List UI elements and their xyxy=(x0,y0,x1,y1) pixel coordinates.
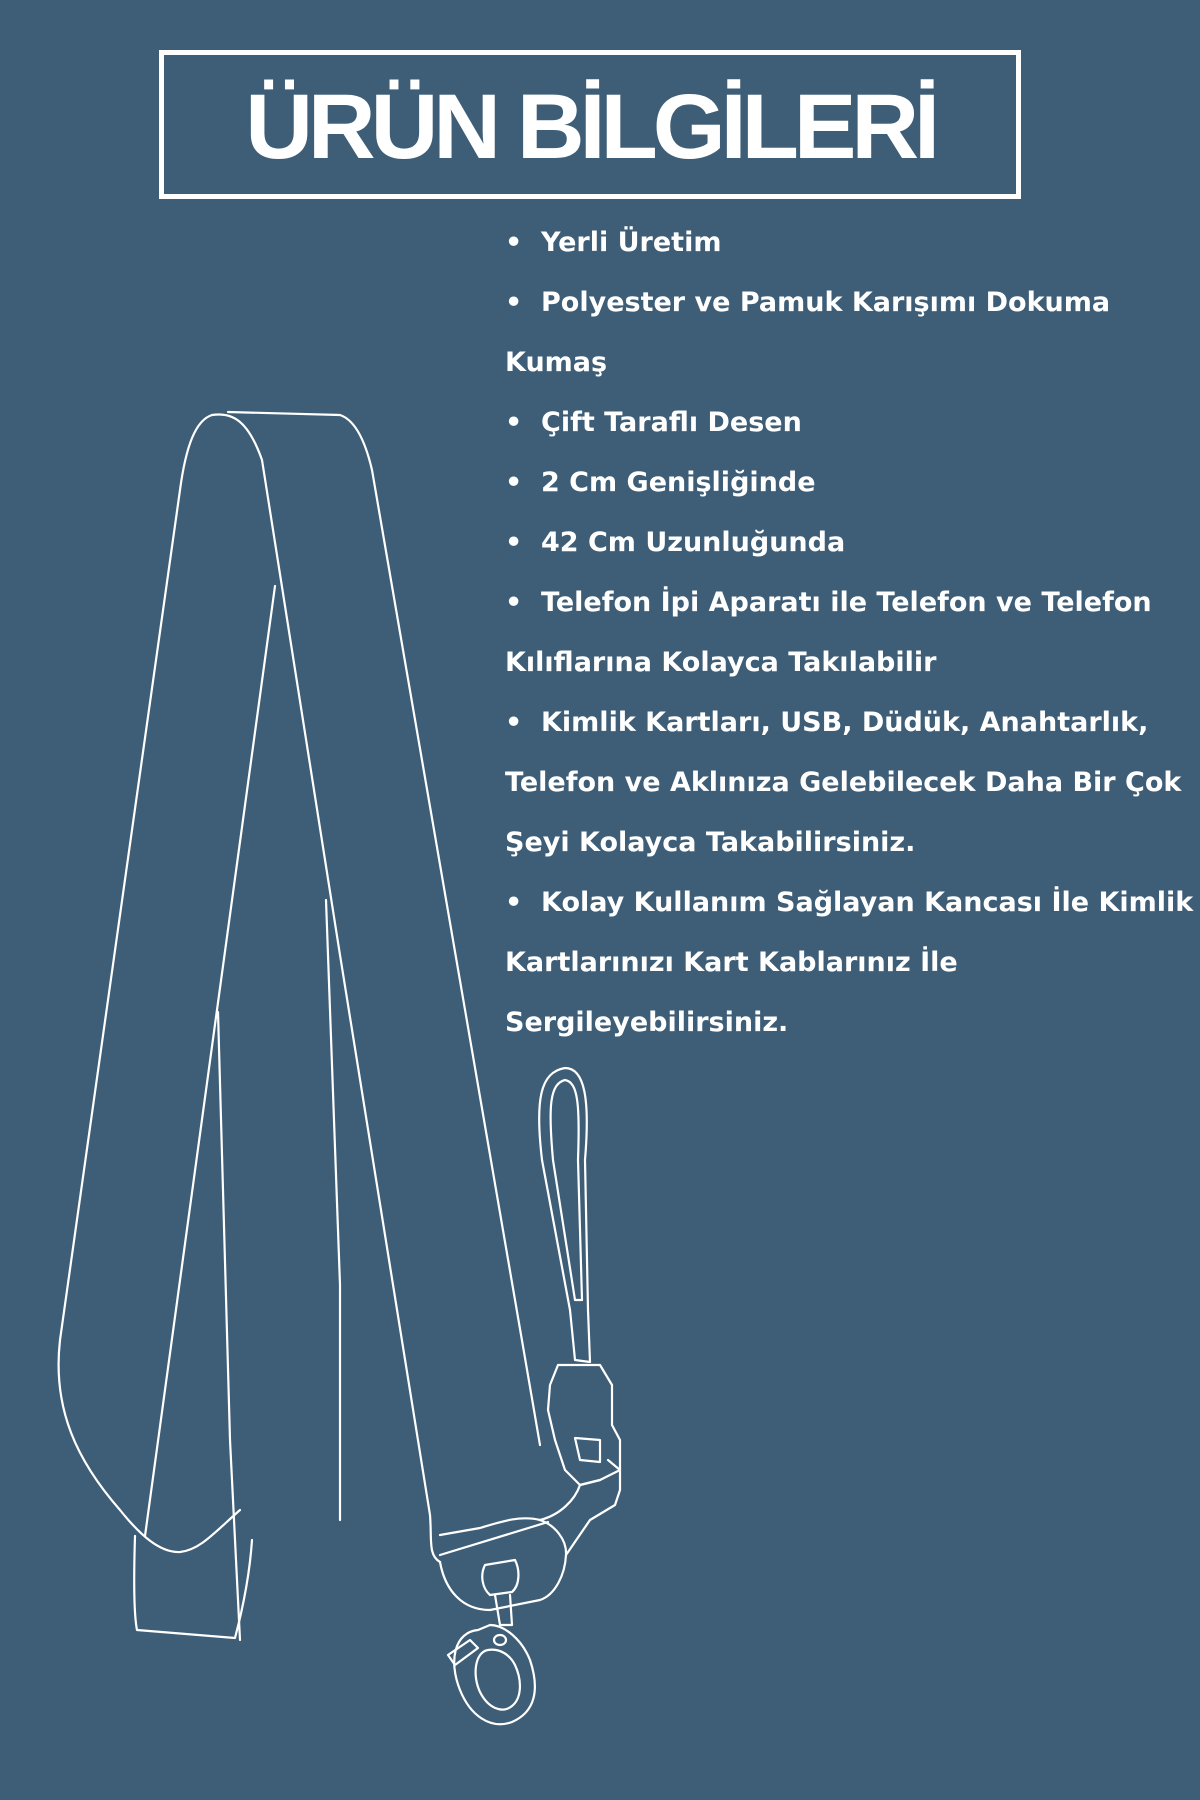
phone-loop-inner xyxy=(551,1080,582,1300)
strap-right-fold xyxy=(430,1515,440,1562)
feature-item: • 2 Cm Genişliğinde xyxy=(505,453,1195,513)
bullet-icon: • xyxy=(505,527,523,558)
buckle xyxy=(548,1365,620,1485)
feature-item: • Kimlik Kartları, USB, Düdük, Anahtarlık, Telefon ve Aklınıza Gelebilecek Daha Bir Çok Şeyi Kolayca Takabilirsiniz. xyxy=(505,693,1195,873)
strap-left-inner xyxy=(145,586,275,1536)
feature-item: • Kolay Kullanım Sağlayan Kancası İle Kimlik Kartlarınızı Kart Kablarınız İle Sergileyebilirsiniz. xyxy=(505,873,1195,1053)
hook-inner xyxy=(476,1650,520,1710)
bullet-icon: • xyxy=(505,407,523,438)
feature-item: • Çift Taraflı Desen xyxy=(505,393,1195,453)
feature-item: • 42 Cm Uzunluğunda xyxy=(505,513,1195,573)
bullet-icon: • xyxy=(505,467,523,498)
lanyard-outline-icon xyxy=(0,380,660,1740)
hook-neck xyxy=(495,1595,512,1625)
strap-right-inner xyxy=(326,900,340,1520)
feature-item: • Polyester ve Pamuk Karışımı Dokuma Kumaş xyxy=(505,273,1195,393)
bullet-icon: • xyxy=(505,707,523,738)
clip-arm-inner xyxy=(540,1480,600,1520)
bullet-icon: • xyxy=(505,887,523,918)
title-frame xyxy=(159,50,1021,199)
bullet-icon: • xyxy=(505,587,523,618)
strap-left-outer xyxy=(59,415,240,1552)
clip-body xyxy=(440,1518,566,1610)
strap-top xyxy=(228,412,540,1445)
strap-top-fold xyxy=(212,414,430,1515)
bullet-icon: • xyxy=(505,287,523,318)
bullet-icon: • xyxy=(505,227,523,258)
phone-loop xyxy=(539,1068,590,1362)
buckle-slot xyxy=(575,1438,600,1462)
feature-item: • Yerli Üretim xyxy=(505,213,1195,273)
strap-left-bottom xyxy=(134,1536,252,1638)
feature-item: • Telefon İpi Aparatı ile Telefon ve Telefon Kılıflarına Kolayca Takılabilir xyxy=(505,573,1195,693)
strap-mid-line xyxy=(218,1012,240,1640)
clip-bar xyxy=(440,1522,548,1555)
swivel-top xyxy=(482,1560,518,1595)
hook-gate xyxy=(448,1640,478,1665)
page-title: ÜRÜN BİLGİLERİ xyxy=(245,75,935,178)
hook-rivet xyxy=(494,1635,506,1645)
